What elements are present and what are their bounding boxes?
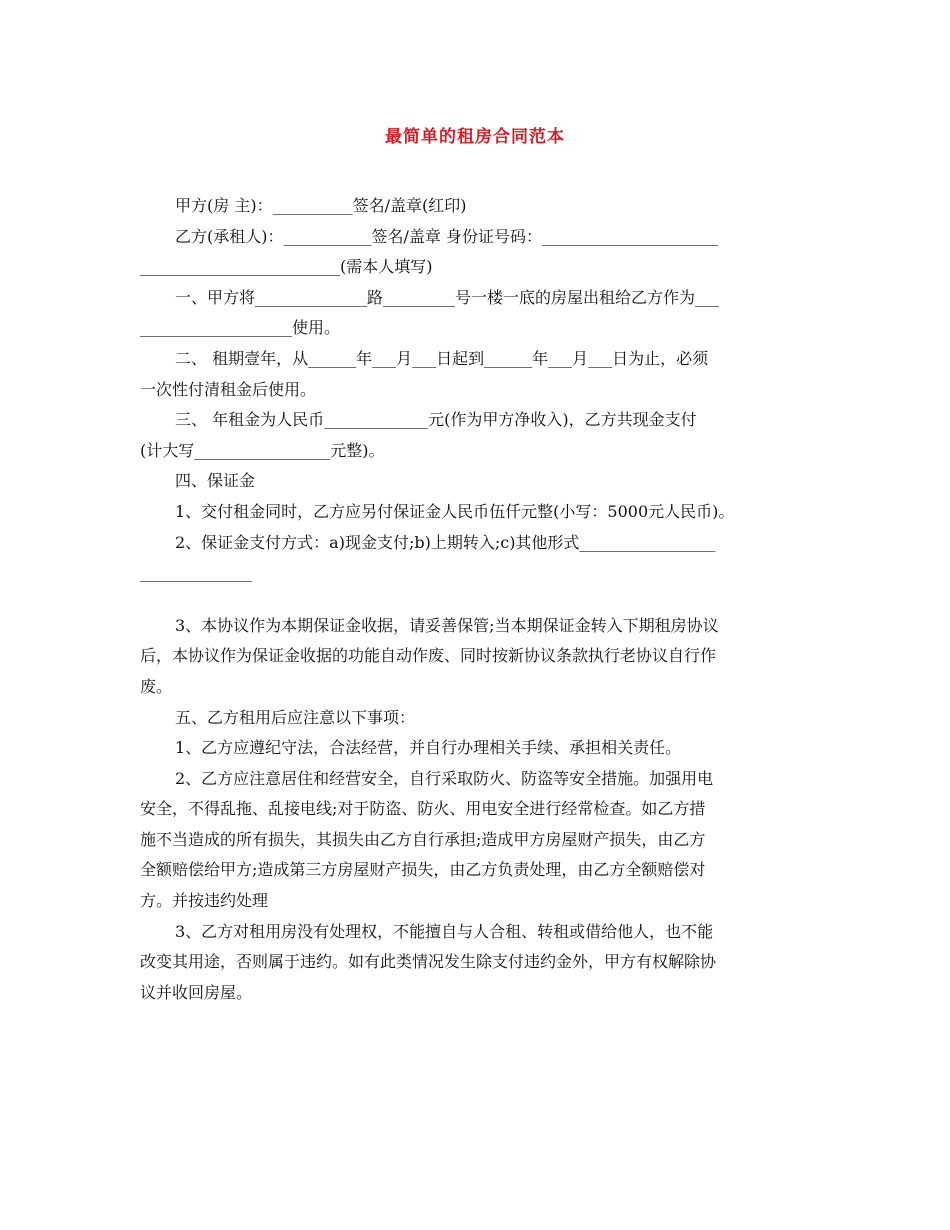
clause-4-item-1: 1、交付租金同时，乙方应另付保证金人民币伍仟元整(小写：5000元人民币)。 <box>175 501 735 521</box>
clause-5-item-2: 2、乙方应注意居住和经营安全，自行采取防火、防盗等安全措施。加强用电 <box>175 768 714 788</box>
party-a-line: 甲方(房 主)：__________签名/盖章(红印) <box>175 196 467 215</box>
party-b-line: 乙方(承租人)：___________签名/盖章 身份证号码：______________________ <box>175 226 718 246</box>
clause-4-heading: 四、保证金 <box>175 471 256 491</box>
clause-5-item-3: 3、乙方对租用房没有处理权，不能擅自与人合租、转租或借给他人，也不能 <box>175 921 714 941</box>
clause-4-item-3-cont: 后，本协议作为保证金收据的功能自动作废、同时按新协议条款执行老协议自行作 <box>140 646 717 666</box>
clause-1-cont: ___________________使用。 <box>140 318 341 338</box>
clause-5-item-2-cont4: 方。并按违约处理 <box>140 891 269 911</box>
clause-5-item-3-cont2: 议并收回房屋。 <box>140 982 253 1002</box>
clause-5-item-2-cont3: 全额赔偿给甲方;造成第三方房屋财产损失，由乙方负责处理，由乙方全额赔偿对 <box>140 860 706 880</box>
clause-4-item-3: 3、本协议作为本期保证金收据，请妥善保管;当本期保证金转入下期租房协议 <box>175 615 719 635</box>
document-body <box>140 191 812 1008</box>
clause-3: 三、 年租金为人民币_____________元(作为甲方净收入)，乙方共现金支付 <box>175 410 697 430</box>
clause-5-heading: 五、乙方租用后应注意以下事项： <box>175 707 416 727</box>
clause-1: 一、甲方将______________路_________号一楼一底的房屋出租给乙方作为___ <box>175 287 720 307</box>
clause-5-item-1: 1、乙方应遵纪守法，合法经营，并自行办理相关手续、承担相关责任。 <box>175 738 682 758</box>
clause-4-item-2: 2、保证金支付方式：a)现金支付;b)上期转入;c)其他形式_________________ <box>175 532 716 552</box>
clause-3-cont: (计大写_________________元整)。 <box>140 440 385 460</box>
clause-5-item-2-cont2: 施不当造成的所有损失，其损失由乙方自行承担;造成甲方房屋财产损失，由乙方 <box>140 829 706 849</box>
clause-4-item-2-cont: ______________ <box>140 563 252 583</box>
document-title: 最简单的租房合同范本 <box>385 127 565 147</box>
clause-5-item-2-cont: 安全，不得乱拖、乱接电线;对于防盗、防火、用电安全进行经常检查。如乙方措 <box>140 799 706 819</box>
clause-4-item-3-cont2: 废。 <box>140 676 173 696</box>
clause-5-item-3-cont: 改变其用途，否则属于违约。如有此类情况发生除支付违约金外，甲方有权解除协 <box>140 952 717 972</box>
spacer <box>140 589 812 611</box>
party-b-line-cont: _________________________(需本人填写) <box>140 257 433 277</box>
clause-2-cont: 一次性付清租金后使用。 <box>140 379 317 399</box>
clause-2: 二、 租期壹年，从______年___月___日起到______年___月___日为止，必须 <box>175 348 709 368</box>
